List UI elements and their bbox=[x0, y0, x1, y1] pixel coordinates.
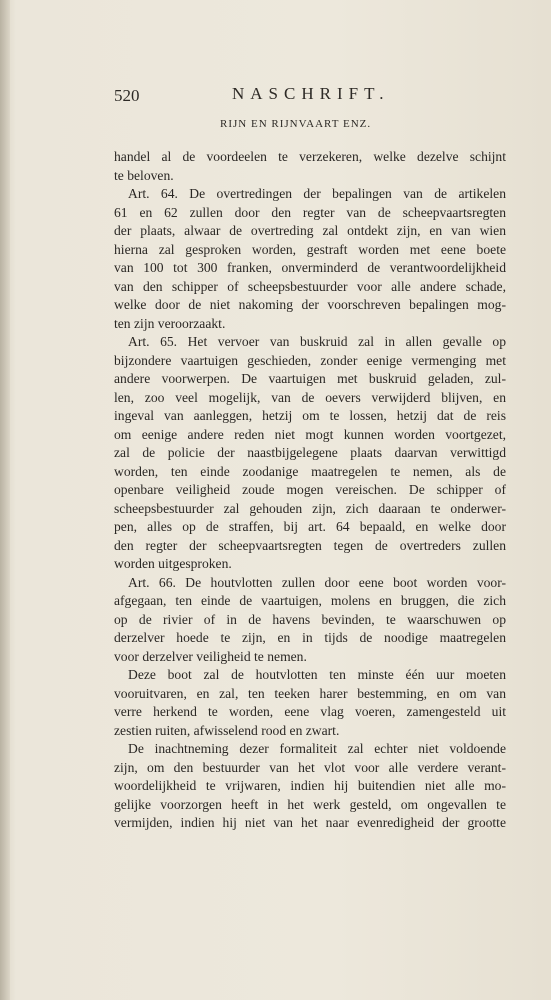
page-gutter-edge bbox=[0, 0, 10, 1000]
text-line: worden, ten einde zoodanige maatregelen te nemen, als de bbox=[114, 463, 506, 479]
text-line: De inachtneming dezer formaliteit zal echter niet voldoende bbox=[128, 741, 506, 756]
page-header bbox=[114, 84, 504, 108]
text-line: verre herkend te worden, eene vlag voeren, zamengesteld uit bbox=[114, 704, 506, 719]
text-line: Art. 65. Het vervoer van buskruid zal in allen gevalle op bbox=[128, 334, 506, 349]
text-line: bijzondere vaartuigen geschieden, zonder eenige vermenging met bbox=[114, 352, 506, 368]
text-line: op de rivier of in de havens bevinden, te waarschuwen op bbox=[114, 611, 506, 627]
text-line: om eenige andere reden niet mogt kunnen worden voortgezet, bbox=[114, 426, 506, 442]
text-line: der plaats, alwaar de overtreding zal ontdekt zijn, en van wien bbox=[114, 223, 506, 238]
text-line: zal de policie der naastbijgelegene plaats daarvan verwittigd bbox=[114, 445, 506, 460]
text-line: openbare veiligheid zoude mogen vereischen. De schipper of bbox=[114, 482, 506, 497]
text-line: vermijden, indien hij niet van het naar evenredigheid der grootte bbox=[114, 815, 506, 830]
running-title: NASCHRIFT. bbox=[232, 84, 390, 103]
text-line: pen, alles op de straffen, bij art. 64 bepaald, en welke door bbox=[114, 519, 506, 534]
text-line: 61 en 62 zullen door den regter van de scheepvaartsregten bbox=[114, 204, 506, 220]
text-line: Art. 66. De houtvlotten zullen door eene boot worden voor- bbox=[128, 574, 506, 590]
text-line: derzelver hoede te zijn, en in tijds de noodige maatregelen bbox=[114, 630, 506, 645]
text-line: vooruitvaren, en zal, ten teeken harer bestemming, en om van bbox=[114, 685, 506, 701]
text-line: Art. 64. De overtredingen der bepalingen van de artikelen bbox=[128, 186, 506, 201]
text-line: den regter der scheepvaartsregten tegen de overtreders zullen bbox=[114, 537, 506, 553]
text-line: van den schipper of scheepsbestuurder voor alle andere schade, bbox=[114, 278, 506, 294]
text-line: ten zijn veroorzaakt. bbox=[114, 315, 226, 331]
text-line: afgegaan, ten einde de vaartuigen, molens en bruggen, die zich bbox=[114, 593, 506, 608]
text-line: andere voorwerpen. De vaartuigen met buskruid geladen, zul- bbox=[114, 371, 506, 386]
text-line: hierna zal gesproken worden, gestraft worden met eene boete bbox=[114, 241, 506, 257]
text-line: woordelijkheid te vrijwaren, indien hij buitendien niet alle mo- bbox=[114, 778, 506, 793]
text-line: Deze boot zal de houtvlotten ten minste één uur moeten bbox=[128, 667, 506, 682]
text-line: voor derzelver veiligheid te nemen. bbox=[114, 648, 307, 664]
text-line: gelijke voorzorgen heeft in het werk gesteld, om ongevallen te bbox=[114, 796, 506, 812]
text-line: welke door de niet nakoming der voorschreven bepalingen mog- bbox=[114, 297, 506, 312]
text-line: scheepsbestuurder zal gehouden zijn, zich daaraan te onderwer- bbox=[114, 500, 506, 516]
text-line: handel al de voordeelen te verzekeren, welke dezelve schijnt bbox=[114, 149, 506, 164]
text-line: van 100 tot 300 franken, onverminderd de verantwoordelijkheid bbox=[114, 260, 506, 275]
page-number: 520 bbox=[114, 86, 140, 105]
text-line: zijn, om den bestuurder van het vlot voor alle verdere verant- bbox=[114, 759, 506, 775]
body-text bbox=[114, 148, 506, 833]
text-line: zestien ruiten, afwisselend rood en zwart. bbox=[114, 722, 340, 738]
section-subheading: RIJN EN RIJNVAART ENZ. bbox=[220, 118, 372, 130]
text-line: worden uitgesproken. bbox=[114, 556, 232, 571]
text-line: len, zoo veel mogelijk, van de oevers verwijderd blijven, en bbox=[114, 389, 506, 405]
text-line: te beloven. bbox=[114, 167, 174, 183]
text-line: ingeval van aanleggen, hetzij om te lossen, hetzij dat de reis bbox=[114, 408, 506, 423]
